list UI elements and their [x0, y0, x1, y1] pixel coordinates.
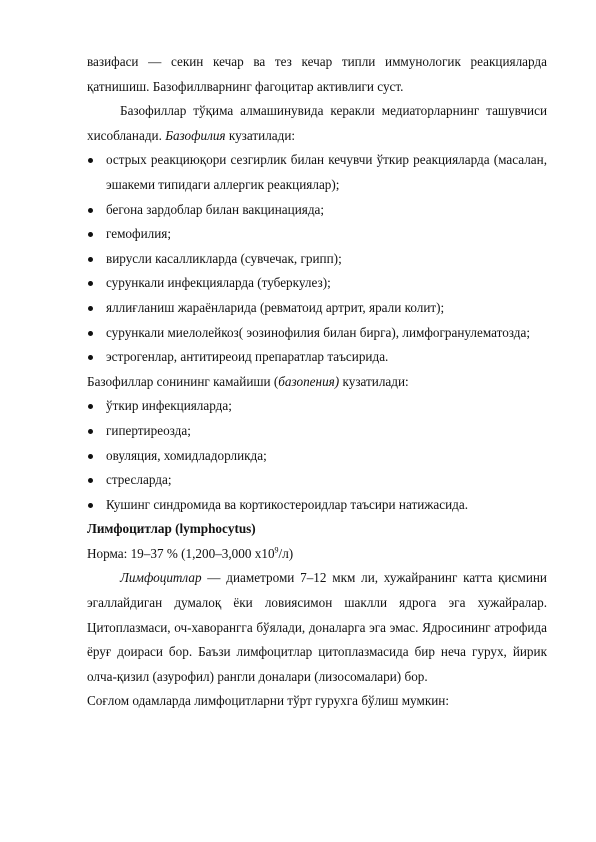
list-item: овуляция, хомидладорликда;: [87, 444, 547, 469]
list-item: гемофилия;: [87, 222, 547, 247]
list-item: острых реакциюқори сезгирлик билан кечувчи ўткир реакцияларда (масалан, эшакеми типидаги аллергик реакциялар);: [87, 148, 547, 197]
bullet-icon: [88, 232, 93, 237]
term-lymphocytes: Лимфоцитлар: [120, 570, 202, 586]
basophils-text: Базофиллар тўқима алмашинувида керакли медиаторларнинг ташувчиси хисобланади.: [87, 103, 547, 143]
term-basopenia: базопения): [278, 373, 340, 389]
paragraph-lymphocytes: Лимфоцитлар — диаметроми 7–12 мкм ли, хужайранинг катта қисмини эгаллайдиган думалоқ ёки ловиясимон шаклли ядрога эга хужайралар. Цитоплазмаси, оч-хаворангга бўялади, доналарга эга эмас. Ядросининг атрофида ёруғ доираси бор. Баъзи лимфоцитлар цитоплазмасида бир неча гурух, йирик олча-қизил (азурофил) рангли доналари (лизосомалари) бор.: [87, 570, 547, 684]
list-item: стресларда;: [87, 468, 547, 493]
list-item: вирусли касалликларда (сувчечак, грипп);: [87, 247, 547, 272]
bullet-icon: [88, 257, 93, 262]
bullet-icon: [88, 478, 93, 483]
paragraph-last: Соғлом одамларда лимфоцитларни тўрт гурухга бўлиш мумкин:: [87, 693, 450, 709]
list-item: Кушинг синдромида ва кортикостероидлар таъсири натижасида.: [87, 493, 547, 518]
basophilia-list: [87, 148, 547, 369]
norm-exponent: 9: [274, 545, 279, 555]
bullet-icon: [88, 281, 93, 286]
bullet-icon: [88, 429, 93, 434]
section-heading: Лимфоцитлар (lymphocytus): [87, 521, 256, 537]
bullet-icon: [88, 306, 93, 311]
list-item: ўткир инфекцияларда;: [87, 394, 547, 419]
list-item: сурункали миелолейкоз( эозинофилия билан бирга), лимфогранулематозда;: [87, 321, 547, 346]
list-item: яллиғланиш жараёнларида (ревматоид артрит, ярали колит);: [87, 296, 547, 321]
bullet-icon: [88, 331, 93, 336]
bullet-icon: [88, 208, 93, 213]
norm-line: Норма: 19–37 % (1,200–3,000 $х10^9/л$): [87, 545, 294, 561]
term-basophilia: Базофилия: [165, 127, 226, 143]
list-item: эстрогенлар, антитиреоид препаратлар таъсирида.: [87, 345, 547, 370]
bullet-icon: [88, 503, 93, 508]
document-page: [87, 50, 547, 714]
bullet-icon: [88, 404, 93, 409]
paragraph-basophils: [87, 99, 547, 148]
basopenia-list: [87, 394, 547, 517]
list-item: гипертиреозда;: [87, 419, 547, 444]
list-item: сурункали инфекцияларда (туберкулез);: [87, 271, 547, 296]
bullet-icon: [88, 158, 93, 163]
paragraph-intro: вазифаси — секин кечар ва тез кечар типли иммунологик реакцияларда қатнишиш. Базофиллварнинг фагоцитар активлиги суст.: [87, 54, 547, 94]
bullet-icon: [88, 454, 93, 459]
bullet-icon: [88, 355, 93, 360]
list-item: бегона зардоблар билан вакцинацияда;: [87, 198, 547, 223]
basophils-text-end: кузатилади:: [225, 127, 296, 143]
paragraph-basopenia: Базофиллар сонининг камайиши (базопения) кузатилади:: [87, 373, 409, 389]
